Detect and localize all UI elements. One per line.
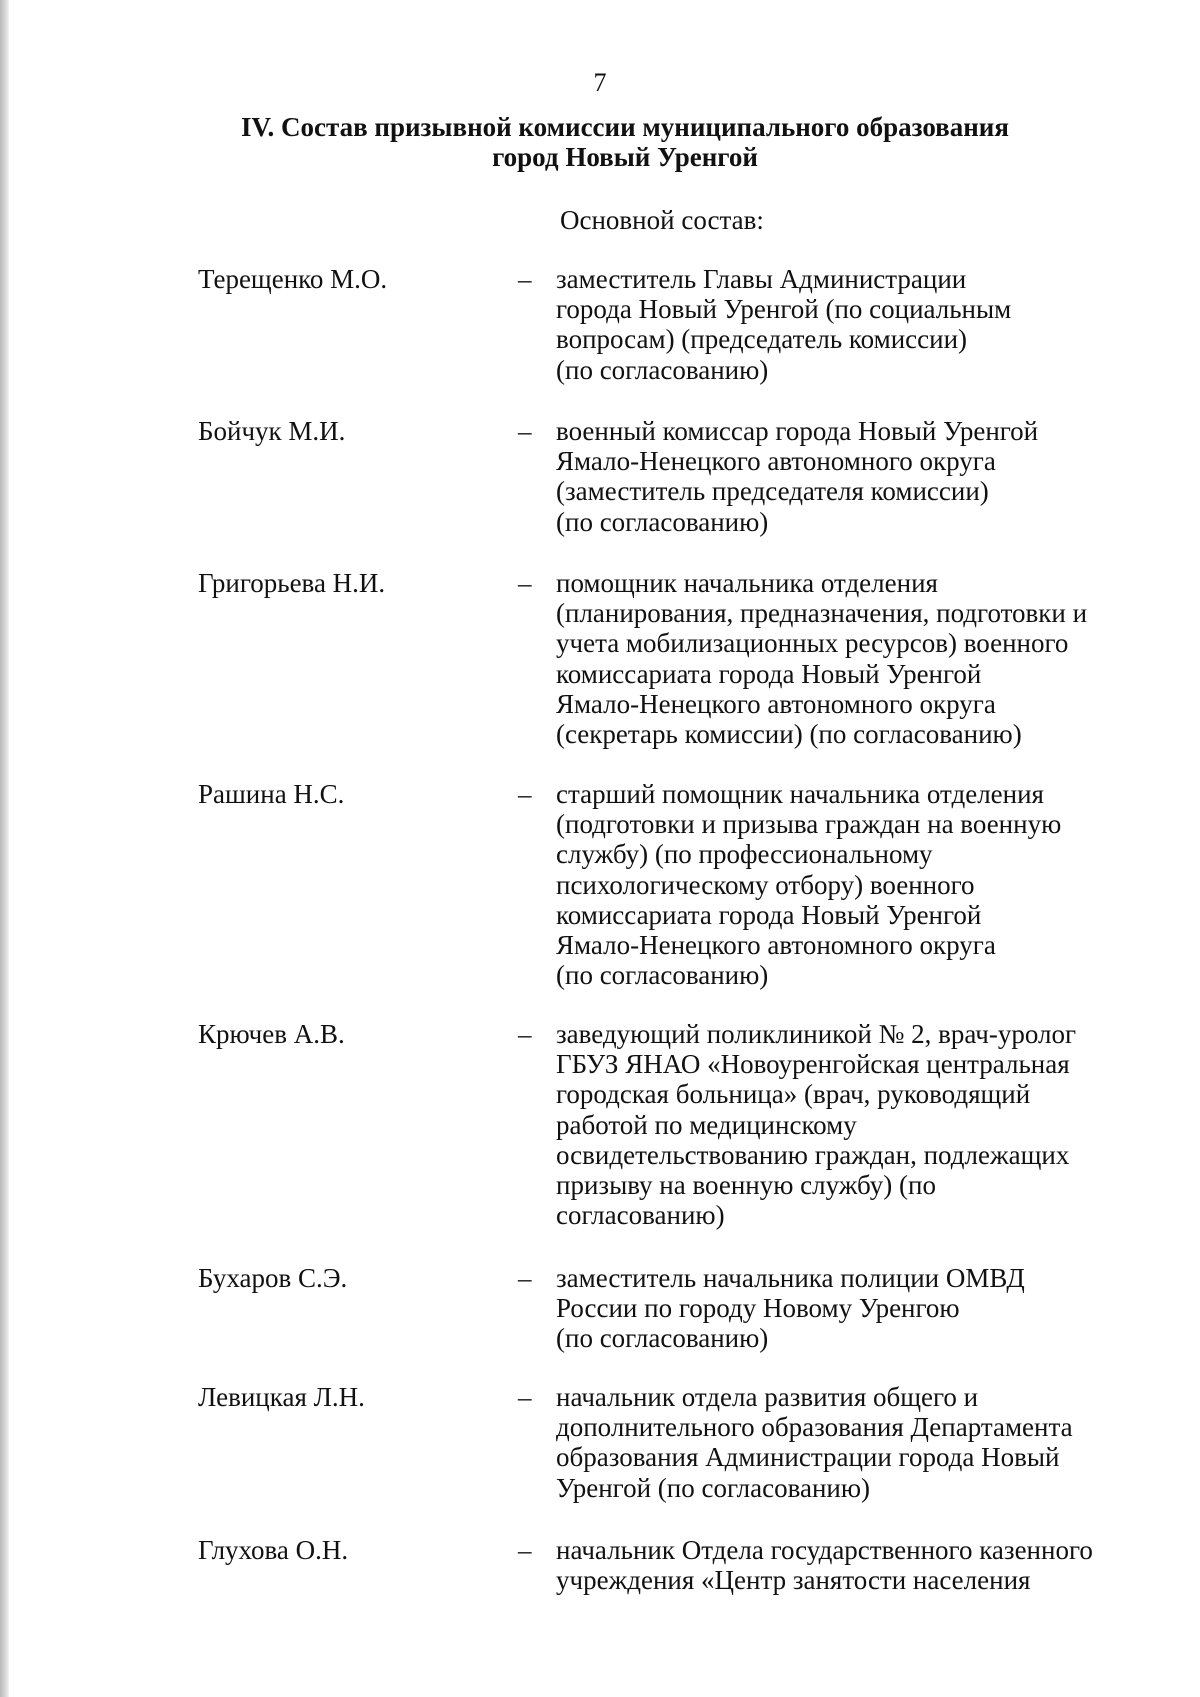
member-name: Григорьева Н.И. [198,568,386,598]
member-role-line: (по согласованию) [556,506,769,537]
member-dash: – [518,568,532,598]
member-role-line: учета мобилизационных ресурсов) военного [556,628,1069,659]
member-name: Рашина Н.С. [198,779,345,809]
member-role-line: комиссариата города Новый Уренгой [556,899,982,930]
member-role [556,779,1156,990]
member-role [556,416,1156,537]
member-dash: – [518,1263,532,1293]
member-role [556,1382,1156,1503]
member-role-line: Ямало-Ненецкого автономного округа [556,446,996,477]
member-role [556,568,1156,749]
member-dash: – [518,779,532,809]
member-name: Глухова О.Н. [198,1535,349,1565]
member-name: Крючев А.В. [198,1019,345,1049]
member-role-line: военный комиссар города Новый Уренгой [556,416,1039,446]
member-role [556,264,1156,385]
member-name: Левицкая Л.Н. [198,1382,365,1412]
scan-edge-shadow [0,0,9,1697]
document-title [215,112,1035,172]
member-name: Терещенко М.О. [198,264,388,294]
member-role-line: (по согласованию) [556,354,769,385]
page-number: 7 [593,68,607,97]
member-role-line: (заместитель председателя комиссии) [556,476,989,507]
member-role-line: работой по медицинскому [556,1109,857,1140]
member-role [556,1019,1156,1230]
member-role-line: (по согласованию) [556,1323,769,1354]
member-role-line: (подготовки и призыва граждан на военную [556,809,1062,840]
member-dash: – [518,1382,532,1412]
member-role [556,1535,1156,1595]
member-role-line: дополнительного образования Департамента [556,1412,1073,1443]
member-role-line: Ямало-Ненецкого автономного округа [556,688,996,719]
member-role-line: Уренгой (по согласованию) [556,1472,871,1503]
member-role-line: начальник Отдела государственного казенного [556,1535,1093,1565]
member-role-line: вопросам) (председатель комиссии) [556,324,968,355]
member-dash: – [518,1535,532,1565]
member-role-line: комиссариата города Новый Уренгой [556,658,982,689]
member-name: Бухаров С.Э. [198,1263,348,1293]
member-role-line: психологическому отбору) военного [556,869,975,900]
member-role-line: старший помощник начальника отделения [556,779,1044,809]
member-role-line: (планирования, предназначения, подготовки и [556,598,1088,629]
member-name: Бойчук М.И. [198,416,346,446]
member-role-line: призыву на военную службу) (по [556,1170,936,1201]
member-role-line: образования Администрации города Новый [556,1442,1060,1473]
title-line-1: IV. Состав призывной комиссии муниципального образования [241,112,1009,142]
member-role-line: заместитель начальника полиции ОМВД [556,1263,1025,1293]
member-dash: – [518,1019,532,1049]
member-role-line: городская больница» (врач, руководящий [556,1079,1031,1110]
member-role-line: (секретарь комиссии) (по согласованию) [556,719,1022,750]
title-line-2: город Новый Уренгой [492,142,758,172]
section-label: Основной состав: [560,205,764,235]
member-role [556,1263,1156,1354]
member-role-line: освидетельствованию граждан, подлежащих [556,1139,1070,1170]
member-dash: – [518,416,532,446]
member-role-line: города Новый Уренгой (по социальным [556,294,1012,325]
member-role-line: начальник отдела развития общего и [556,1382,979,1412]
member-role-line: России по городу Новому Уренгою [556,1293,960,1324]
member-role-line: Ямало-Ненецкого автономного округа [556,930,996,961]
member-role-line: заведующий поликлиникой № 2, врач-уролог [556,1019,1077,1049]
member-role-line: помощник начальника отделения [556,568,938,598]
member-role-line: учреждения «Центр занятости населения [556,1565,1031,1596]
member-role-line: службу) (по профессиональному [556,839,933,870]
member-role-line: ГБУЗ ЯНАО «Новоуренгойская центральная [556,1049,1070,1080]
member-role-line: согласованию) [556,1200,725,1231]
member-role-line: (по согласованию) [556,960,769,991]
member-role-line: заместитель Главы Администрации [556,264,967,294]
member-dash: – [518,264,532,294]
